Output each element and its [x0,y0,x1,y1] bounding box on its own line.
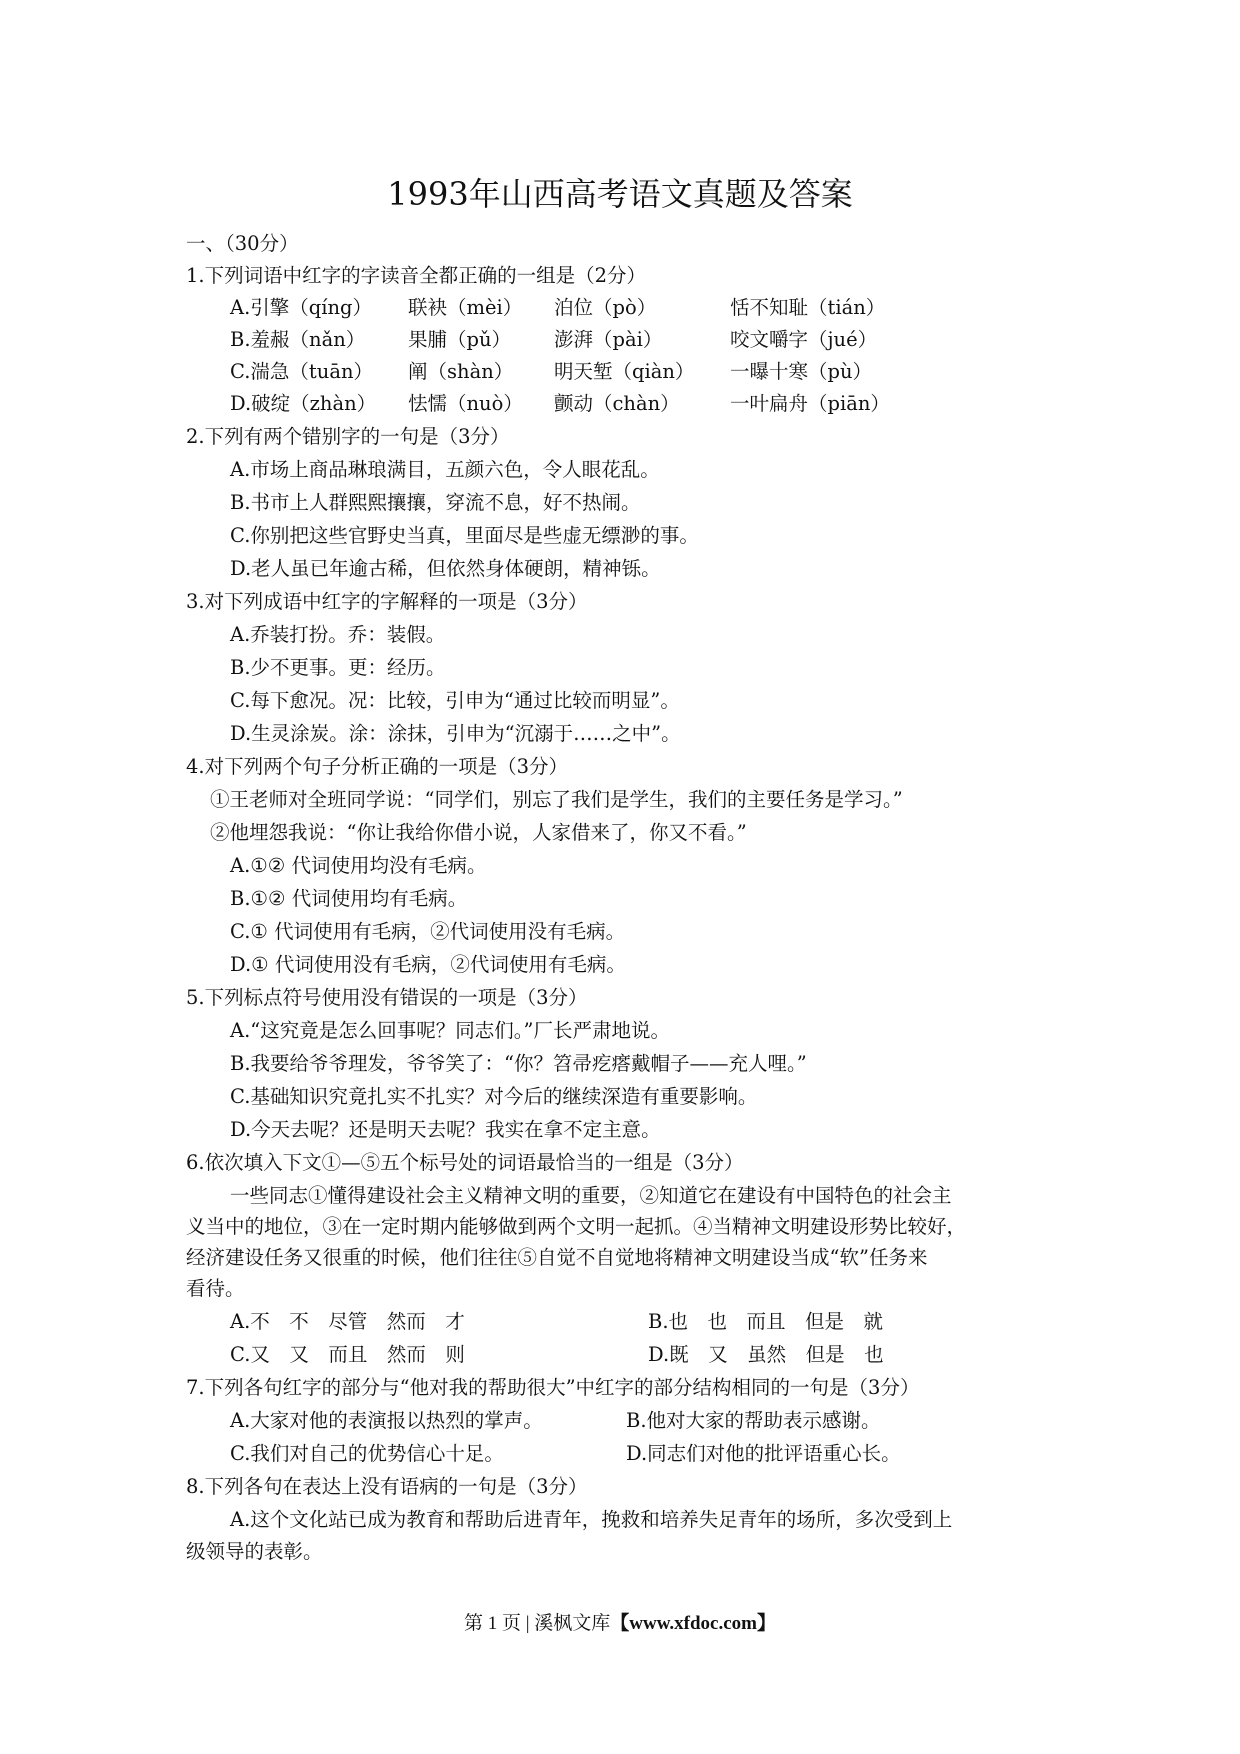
question-3-option: C.每下愈况。况：比较，引申为“通过比较而明显”。 [230,689,680,712]
option-d-1: D.破绽（zhàn） [230,392,377,415]
option-c-3: 明天堑（qiàn） [554,360,695,383]
question-5-option: A.“这究竟是怎么回事呢？同志们。”厂长严肃地说。 [230,1019,670,1042]
question-6-option: C.又 又 而且 然而 则 [230,1343,465,1366]
question-3-option: A.乔装打扮。乔：装假。 [230,623,446,646]
question-4-sentence: ②他埋怨我说：“你让我给你借小说，人家借来了，你又不看。” [210,821,747,844]
question-2-option: A.市场上商品琳琅满目，五颜六色，令人眼花乱。 [230,458,660,481]
question-7-stem: 7.下列各句红字的部分与“他对我的帮助很大”中红字的部分结构相同的一句是（3分） [186,1376,920,1399]
question-5-stem: 5.下列标点符号使用没有错误的一项是（3分） [186,986,588,1009]
question-3-option: B.少不更事。更：经历。 [230,656,446,679]
question-4-stem: 4.对下列两个句子分析正确的一项是（3分） [186,755,569,778]
page-footer [0,1611,1240,1637]
question-6-paragraph: 看待。 [186,1277,245,1300]
question-3-stem: 3.对下列成语中红字的字解释的一项是（3分） [186,590,588,613]
question-5-option: B.我要给爷爷理发，爷爷笑了：“你？笤帚疙瘩戴帽子——充人哩。” [230,1052,807,1075]
question-4-option: C.① 代词使用有毛病，②代词使用没有毛病。 [230,920,626,943]
question-1-stem: 1.下列词语中红字的字读音全都正确的一组是（2分） [186,264,647,287]
question-2-option: C.你别把这些官野史当真，里面尽是些虚无缥渺的事。 [230,524,699,547]
question-7-option: B.他对大家的帮助表示感谢。 [626,1409,881,1432]
option-a-3: 泊位（pò） [554,296,657,319]
question-6-option: D.既 又 虽然 但是 也 [648,1343,884,1366]
question-2-option: B.书市上人群熙熙攘攘，穿流不息，好不热闹。 [230,491,641,514]
option-b-2: 果脯（pǔ） [408,328,512,351]
option-c-2: 阐（shàn） [408,360,514,383]
question-4-option: A.①② 代词使用均没有毛病。 [230,854,487,877]
question-2-option: D.老人虽已年逾古稀，但依然身体硬朗，精神铄。 [230,557,661,580]
question-4-option: B.①② 代词使用均有毛病。 [230,887,468,910]
question-8-option: A.这个文化站已成为教育和帮助后进青年，挽救和培养失足青年的场所，多次受到上 [230,1508,953,1531]
footer-page-label: 第 1 页 | 溪枫文库 [463,1613,611,1634]
question-7-option: A.大家对他的表演报以热烈的掌声。 [230,1409,543,1432]
option-a-1: A.引擎（qíng） [230,296,373,319]
option-c-4: 一曝十寒（pù） [730,360,873,383]
question-6-option: B.也 也 而且 但是 就 [648,1310,884,1333]
question-4-option: D.① 代词使用没有毛病，②代词使用有毛病。 [230,953,626,976]
option-d-4: 一叶扁舟（piān） [730,392,890,415]
footer-site-link[interactable]: 【www.xfdoc.com】 [610,1613,776,1634]
question-5-option: C.基础知识究竟扎实不扎实？对今后的继续深造有重要影响。 [230,1085,758,1108]
option-a-2: 联袂（mèi） [408,296,523,319]
question-7-option: D.同志们对他的批评语重心长。 [626,1442,901,1465]
question-6-paragraph: 经济建设任务又很重的时候，他们往往⑤自觉不自觉地将精神文明建设当成“软”任务来 [186,1246,928,1269]
option-c-1: C.湍急（tuān） [230,360,374,383]
question-8-stem: 8.下列各句在表达上没有语病的一句是（3分） [186,1475,588,1498]
question-6-option: A.不 不 尽管 然而 才 [230,1310,465,1333]
question-4-sentence: ①王老师对全班同学说：“同学们，别忘了我们是学生，我们的主要任务是学习。” [210,788,903,811]
option-b-1: B.羞赧（nǎn） [230,328,366,351]
question-6-paragraph: 义当中的地位，③在一定时期内能够做到两个文明一起抓。④当精神文明建设形势比较好， [186,1215,967,1238]
question-3-option: D.生灵涂炭。涂：涂抹，引申为“沉溺于……之中”。 [230,722,681,745]
question-6-paragraph: 一些同志①懂得建设社会主义精神文明的重要，②知道它在建设有中国特色的社会主 [230,1184,952,1207]
option-a-4: 恬不知耻（tián） [730,296,886,319]
page-title: 1993年山西高考语文真题及答案 [387,175,853,213]
question-8-option: 级领导的表彰。 [186,1540,323,1563]
question-7-option: C.我们对自己的优势信心十足。 [230,1442,504,1465]
option-d-2: 怯懦（nuò） [408,392,523,415]
question-6-stem: 6.依次填入下文①—⑤五个标号处的词语最恰当的一组是（3分） [186,1151,744,1174]
option-b-3: 澎湃（pài） [554,328,663,351]
section-heading: 一、（30分） [186,232,299,255]
question-2-stem: 2.下列有两个错别字的一句是（3分） [186,425,510,448]
question-5-option: D.今天去呢？还是明天去呢？我实在拿不定主意。 [230,1118,661,1141]
option-b-4: 咬文嚼字（jué） [730,328,878,351]
option-d-3: 颤动（chàn） [554,392,680,415]
